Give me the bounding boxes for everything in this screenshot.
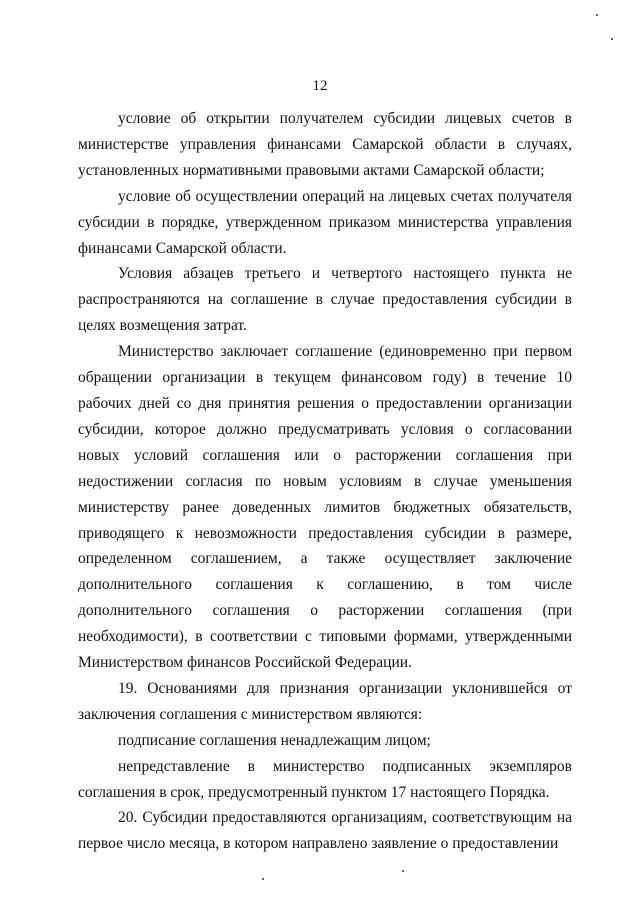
paragraph-improper-signing: подписание соглашения ненадлежащим лицом; <box>118 731 431 749</box>
page-number: 12 <box>312 78 328 94</box>
paragraph-non-submission: непредставление в министерство подписанных экземпляров соглашения в срок, предусмотренный пунктом 17 настоящего Порядка. <box>78 757 572 801</box>
scan-speck <box>402 870 404 872</box>
paragraph-item-19: 19. Основаниями для признания организации уклонившейся от заключения соглашения с министерством являются: <box>78 679 572 723</box>
scan-speck <box>262 878 264 880</box>
body-text <box>78 106 572 857</box>
paragraph-conditions-exception: Условия абзацев третьего и четвертого настоящего пункта не распространяются на соглашение в случае предоставления субсидии в целях возмещения затрат. <box>78 265 572 335</box>
paragraph-operations-condition: условие об осуществлении операций на лицевых счетах получателя субсидии в порядке, утвержденном приказом министерства управления финансами Самарской области. <box>78 187 572 257</box>
paragraph-item-20: 20. Субсидии предоставляются организациям, соответствующим на первое число месяца, в котором направлено заявление о предоставлении <box>78 809 572 853</box>
scan-speck <box>611 38 613 40</box>
scan-speck <box>596 14 598 16</box>
paragraph-lic-accounts-condition: условие об открытии получателем субсидии лицевых счетов в министерстве управления финансами Самарской области в случаях, установленных нормативными правовыми актами Самарской области; <box>78 110 572 179</box>
paragraph-ministry-agreement: Министерство заключает соглашение (единовременно при первом обращении организации в текущем финансовом году) в течение 10 рабочих дней со дня принятия решения о предоставлении организации субсидии, которое должно предусматривать условия о согласовании новых условий соглашения или о расторжении соглашения при недостижении согласия по новым условиям в случае уменьшения министерству ранее доведенных лимитов бюджетных обязательств, приводящего к невозможности предоставления субсидии в размере, определенном соглашением, а также осуществляет заключение дополнительного соглашения к соглашению, в том числе дополнительного соглашения о расторжении соглашения (при необходимости), в соответствии с типовыми формами, утвержденными Министерством финансов Российской Федерации. <box>78 343 572 672</box>
